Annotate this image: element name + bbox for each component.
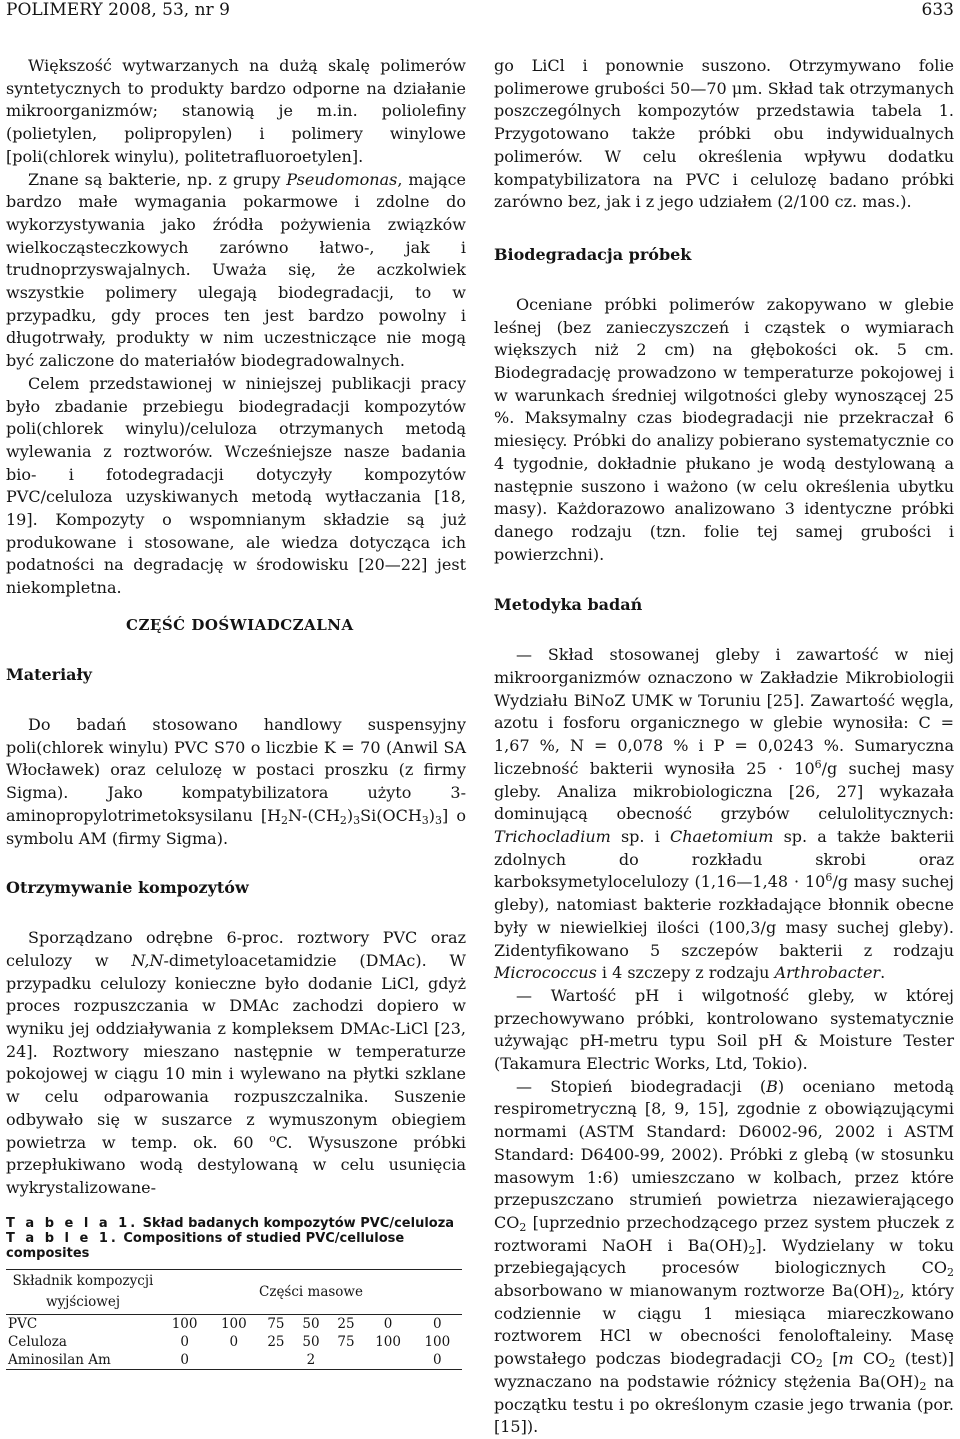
table-cell: 0 — [229, 1334, 239, 1350]
text-run: C. Wysuszone próbki przepłukiwano wodą destylowaną w celu usunięcia wykrystalizowane- — [6, 1132, 467, 1197]
intro-paragraph-3: Celem przedstawionej w niniejszej publikacji pracy było zbadanie przebiegu biodegradacji kompozytów poli(chlorek winylu)/celuloza otrzymanych metodą wylewania z roztworów. Wcześniejsze nasze badania bio- i fotodegradacji dotyczyły kompozytów PVC/celuloza uzyskiwanych metodą wytłaczania [18, 19]. Kompozyty o wspomnianym składzie są już produkowane i stosowane, ale wiedza dotycząca ich podatności na degradację w środowisku [20—22] jest niekompletna. — [6, 373, 466, 598]
table-cell: 100 — [424, 1334, 451, 1350]
subscript: 3 — [353, 813, 361, 827]
italic-text: N,N — [131, 950, 164, 970]
methods-heading: Metodyka badań — [494, 595, 643, 615]
method-item-ph: — Wartość pH i wilgotność gleby, w której przechowywano próbki, kontrolowano systematycznie używając pH-metru typu Soil pH & Moisture Tester (Takamura Electric Works, Ltd, Tokio). — [494, 985, 954, 1074]
caption-label: T a b l e 1. — [6, 1231, 119, 1246]
text-run: — Skład stosowanej gleby i zawartość w niej mikroorganizmów oznaczono w Zakładzie Mikrobiologii Wydziału BiNoZ UMK w Toruniu [25]. Zawartość węgla, azotu i fosforu organicznego w glebie wynosiła: C = 1,67 %, N = 0,078 % i P = 0,0243 %. Sumaryczna liczebność bakterii wynosiła 25 · 10 — [494, 645, 954, 778]
text-run: , mające bardzo małe wymagania pokarmowe i zdolne do wykorzystywania jako źródła pożywienia związków wielkocząsteczkowych zarówno łatwo-, jak i trudnoprzyswajalnych. Uważa się, że aczkolwiek wszystkie polimery ulegają biodegradacji, to w przypadku, gdy proces ten jest bardzo powolny i długotrwały, produkty w nim uczestniczące nie mogą być zaliczone do materiałów biodegradowalnych. — [6, 169, 467, 371]
subscript: 3 — [421, 813, 429, 827]
table-row — [6, 1351, 462, 1370]
table-row — [6, 1315, 462, 1334]
italic-symbol: B — [766, 1076, 778, 1096]
text-run: /g masy suchej gleby), natomiast bakterie rozkładające błonnik obecne były w niewielkiej ilości (100,3/g masy suchej gleby). Zidentyfikowano 5 szczepów bakterii z rodzaju — [494, 872, 954, 960]
superscript: 6 — [814, 757, 822, 771]
caption-text: Skład badanych kompozytów PVC/celuloza — [142, 1216, 455, 1231]
table-cell: 0 — [433, 1316, 442, 1332]
table-cell — [328, 1351, 363, 1370]
text-run: , który codziennie w ciągu 1 miesiąca miareczkowano roztworem HCl w obecności fenoloftaleiny. Masę powstałego podczas biodegradacji CO — [494, 1281, 954, 1369]
text-run: ]. Wydzielany w toku przebiegających procesów biologicznych CO — [494, 1235, 955, 1278]
section-heading-experimental: CZĘŚĆ DOŚWIADCZALNA — [126, 616, 354, 634]
genus-name: Micrococcus — [494, 963, 597, 983]
text-run: ) oceniano metodą respirometryczną [8, 9, 15], zgodnie z obowiązującymi normami (ASTM Standard: D6002-96, 2002 i ASTM Standard: D6400-99, 2002). Próbki z glebą (w stosunku masowym 1:6) umieszczano w kolbach, przez które przepuszczano strumień powietrza niezawierającego CO — [494, 1076, 955, 1232]
text-run: N-(CH — [288, 805, 340, 825]
text-run: ] o symbolu AM (firmy Sigma). — [6, 805, 466, 848]
genus-name: Pseudomonas — [286, 169, 398, 189]
materials-paragraph — [6, 714, 466, 850]
header-parts: Części masowe — [160, 1270, 462, 1315]
table-cell: 50 — [302, 1334, 320, 1350]
text-run: — Stopień biodegradacji ( — [516, 1076, 767, 1096]
text-run: absorbowano w mianowanym roztworze Ba(OH) — [494, 1281, 893, 1301]
text-run: ) — [428, 805, 436, 825]
table-cell: 100 — [171, 1316, 198, 1332]
text-run: sp. i — [610, 826, 670, 846]
right-column — [494, 55, 954, 1439]
left-column — [6, 55, 466, 600]
materials-block — [6, 664, 466, 1200]
subscript: 2 — [281, 813, 289, 827]
text-run: i 4 szczepy z rodzaju — [596, 963, 775, 983]
table-cell: 75 — [267, 1316, 285, 1332]
composites-heading: Otrzymywanie kompozytów — [6, 878, 249, 898]
text-run: Znane są bakterie, np. z grupy — [28, 169, 287, 189]
text-run: CO — [853, 1349, 889, 1369]
subscript: 2 — [339, 813, 347, 827]
biodegradation-heading: Biodegradacja próbek — [494, 244, 692, 264]
table-cell — [363, 1351, 412, 1370]
composites-paragraph — [6, 927, 466, 1199]
caption-label: T a b e l a 1. — [6, 1216, 139, 1231]
genus-name: Chaetomium — [670, 826, 774, 846]
subscript: 2 — [888, 1357, 896, 1371]
table-1 — [6, 1216, 466, 1370]
subscript: 2 — [892, 1289, 900, 1303]
text-run: ) — [346, 805, 354, 825]
table-caption-en — [6, 1231, 466, 1261]
table-caption-pl — [6, 1216, 466, 1231]
running-header — [0, 0, 960, 24]
text-run: (test)] wyznaczano na podstawie różnicy stężenia Ba(OH) — [494, 1349, 955, 1391]
genus-name: Arthrobacter — [774, 963, 881, 983]
table-cell: 0 — [180, 1334, 189, 1350]
table-cell: 25 — [267, 1334, 285, 1350]
table-cell: 0 — [160, 1351, 209, 1370]
page-number: 633 — [921, 0, 954, 20]
text-run: na początku testu i po określonym czasie jego trwania (por. [15]). — [494, 1371, 954, 1437]
header-component: Składnik kompozycji wyjściowej — [6, 1270, 160, 1315]
table-cell: 50 — [302, 1316, 320, 1332]
row-label: PVC — [8, 1316, 38, 1332]
text-run: Do badań stosowano handlowy suspensyjny poli(chlorek winylu) PVC S70 o liczbie K = 70 (Anwil SA Włocławek) oraz celulozę w postaci proszku (z firmy Sigma). Jako kompatybilizatora użyto 3-aminopropylotrimetoksysilanu [H — [6, 715, 466, 825]
text-run: [uprzednio przechodzącego przez system płuczek z roztworami NaOH i Ba(OH) — [494, 1212, 954, 1255]
text-run: -dimetyloacetamidzie (DMAc). W przypadku celulozy konieczne było dodanie LiCl, gdyż proces rozpuszczania w DMAc zachodzi dopiero w wyniku jej oddziaływania z kompleksem DMAc-LiCl [23, 24]. Roztwory mieszano następnie w temperaturze pokojowej w ciągu 10 min i wylewano na płytki szklane w celu odparowania rozpuszczalnika. Suszenie odbywało się w suszarce z wymuszonym obiegiem powietrza w temp. ok. 60 — [6, 950, 466, 1152]
text-run: /g suchej masy gleby. Analiza mikrobiologiczna [26, 27] wykazała dominującą obecność grzybów celulolitycznych: — [494, 758, 954, 824]
subscript: 3 — [435, 813, 443, 827]
table-row — [6, 1333, 462, 1351]
text-run: [ — [822, 1349, 839, 1369]
intro-paragraph-1: Większość wytwarzanych na dużą skalę polimerów syntetycznych to produkty bardzo odporne na działanie mikroorganizmów; stanowią je m.in. poliolefiny (polietylen, polipropylen) i polimery winylowe [poli(chlorek winylu), politetrafluoroetylen]. — [6, 56, 466, 166]
text-run: Sporządzano odrębne 6-proc. roztwory PVC oraz celulozy w — [6, 928, 466, 970]
journal-reference: POLIMERY 2008, 53, nr 9 — [6, 0, 230, 20]
biodegradation-paragraph: Oceniane próbki polimerów zakopywano w glebie leśnej (bez zanieczyszczeń i cząstek o wymiarach większych niż 2 cm) na głębokości ok. 5 cm. Biodegradację prowadzono w temperaturze pokojowej i w warunkach średniej wilgotności gleby wynoszącej 25 %. Maksymalny czas biodegradacji nie przekraczał 6 miesięcy. Próbki do analizy pobierano systematycznie co 4 tygodnie, dokładnie płukano je wodą destylowaną a następnie suszono i ważono (w celu określenia ubytku masy). Każdorazowo analizowano 3 identyczne próbki danego rodzaju (tzn. folie tej samej grubości i powierzchni). — [494, 294, 954, 564]
superscript: o — [269, 1131, 276, 1145]
intro-paragraph-2 — [6, 169, 466, 373]
subscript: 2 — [748, 1243, 756, 1257]
method-item-respirometry — [494, 1076, 954, 1439]
table-cell: 2 — [293, 1351, 328, 1370]
table-cell: 100 — [375, 1334, 401, 1350]
table-cell — [258, 1351, 293, 1370]
table-cell: 25 — [337, 1316, 355, 1332]
italic-symbol: m — [838, 1349, 854, 1369]
table-cell: 0 — [383, 1316, 393, 1332]
table-cell — [209, 1351, 258, 1370]
composition-table — [6, 1269, 462, 1370]
continuation-paragraph: go LiCl i ponownie suszono. Otrzymywano folie polimerowe grubości 50—70 μm. Skład tak otrzymanych poszczególnych kompozytów przedstawia tabela 1. Przygotowano także próbki obu indywidualnych polimerów. W celu określenia wpływu dodatku kompatybilizatora na PVC i celulozę badano próbki zarówno bez, jak i z jego udziałem (2/100 cz. mas.). — [494, 56, 954, 212]
subscript: 2 — [519, 1220, 527, 1234]
row-label: Celuloza — [8, 1334, 67, 1350]
caption-text: Compositions of studied PVC/cellulose composites — [6, 1231, 405, 1261]
subscript: 2 — [815, 1357, 823, 1371]
subscript: 2 — [919, 1379, 927, 1393]
materials-heading: Materiały — [6, 665, 92, 684]
table-cell: 0 — [413, 1351, 462, 1370]
genus-name: Trichocladium — [494, 826, 611, 846]
text-run: Si(OCH — [360, 805, 422, 825]
table-cell: 100 — [220, 1316, 247, 1332]
table-cell: 75 — [337, 1334, 355, 1350]
method-item-soil — [494, 644, 954, 985]
row-label: Aminosilan Am — [6, 1351, 160, 1370]
subscript: 2 — [947, 1266, 954, 1280]
superscript: 6 — [825, 871, 833, 885]
text-run: sp. a także bakterii zdolnych do rozkładu skrobi oraz karboksymetylocelulozy (1,16—1,48 · 10 — [494, 826, 954, 892]
text-run: . — [880, 963, 886, 983]
